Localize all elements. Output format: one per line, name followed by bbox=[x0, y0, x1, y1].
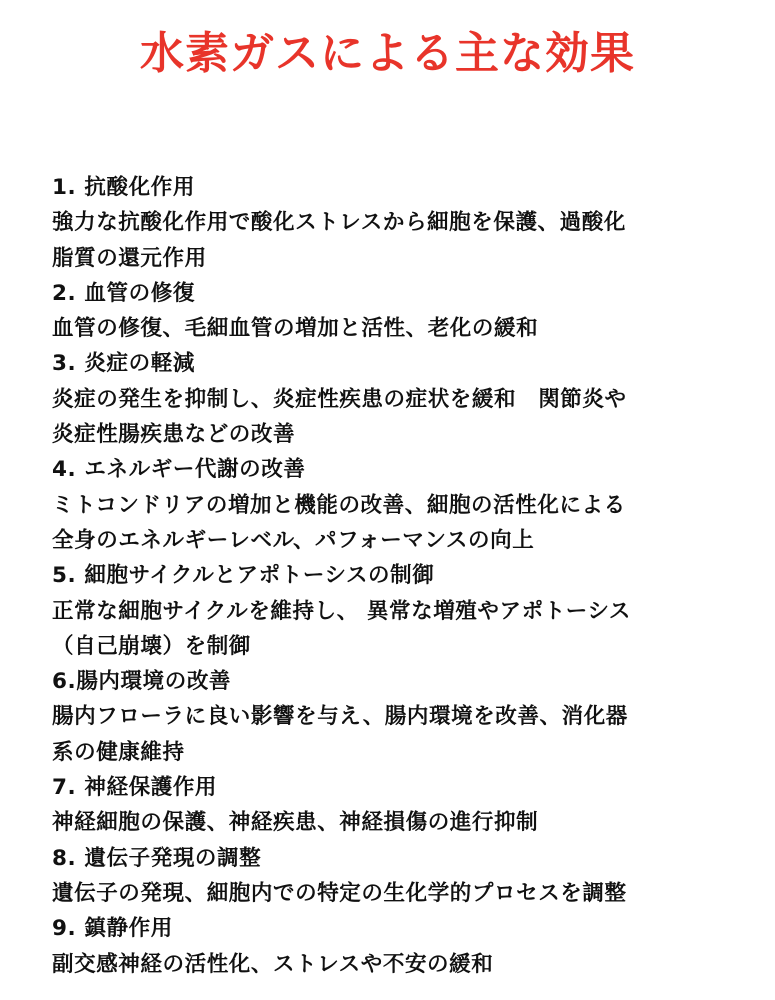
effect-description: 遺伝子の発現、細胞内での特定の生化学的プロセスを調整 bbox=[52, 880, 627, 906]
effects-list bbox=[52, 170, 752, 982]
effect-description: 脂質の還元作用 bbox=[52, 245, 207, 271]
page-title: 水素ガスによる主な効果 bbox=[140, 28, 635, 79]
effect-description: 血管の修復、毛細血管の増加と活性、老化の緩和 bbox=[52, 316, 539, 342]
effect-heading-sedation: 9. 鎮静作用 bbox=[52, 916, 173, 942]
effect-description: 全身のエネルギーレベル、パフォーマンスの向上 bbox=[52, 527, 535, 553]
effect-description: 系の健康維持 bbox=[52, 739, 185, 765]
effect-description: 副交感神経の活性化、ストレスや不安の緩和 bbox=[52, 951, 494, 977]
effect-heading-gut-environment: 6.腸内環境の改善 bbox=[52, 669, 232, 695]
effect-heading-inflammation: 3. 炎症の軽減 bbox=[52, 351, 195, 377]
effect-description: 神経細胞の保護、神経疾患、神経損傷の進行抑制 bbox=[52, 810, 539, 836]
effect-heading-gene-expression: 8. 遺伝子発現の調整 bbox=[52, 845, 262, 871]
effect-heading-vascular-repair: 2. 血管の修復 bbox=[52, 280, 195, 306]
effect-description: 正常な細胞サイクルを維持し、 異常な増殖やアポトーシス bbox=[52, 598, 632, 624]
effect-description: 炎症性腸疾患などの改善 bbox=[52, 422, 296, 448]
effect-description: （自己崩壊）を制御 bbox=[52, 633, 251, 659]
effect-description: 腸内フローラに良い影響を与え、腸内環境を改善、消化器 bbox=[52, 704, 628, 730]
effect-heading-energy-metabolism: 4. エネルギー代謝の改善 bbox=[52, 457, 306, 483]
effect-description: 強力な抗酸化作用で酸化ストレスから細胞を保護、過酸化 bbox=[52, 210, 626, 236]
effect-heading-neuroprotection: 7. 神経保護作用 bbox=[52, 775, 218, 801]
effect-heading-antioxidant: 1. 抗酸化作用 bbox=[52, 175, 195, 200]
effect-description: 炎症の発生を抑制し、炎症性疾患の症状を緩和 関節炎や bbox=[52, 386, 627, 412]
effect-description: ミトコンドリアの増加と機能の改善、細胞の活性化による bbox=[52, 492, 626, 518]
effect-heading-cell-cycle: 5. 細胞サイクルとアポトーシスの制御 bbox=[52, 563, 435, 589]
